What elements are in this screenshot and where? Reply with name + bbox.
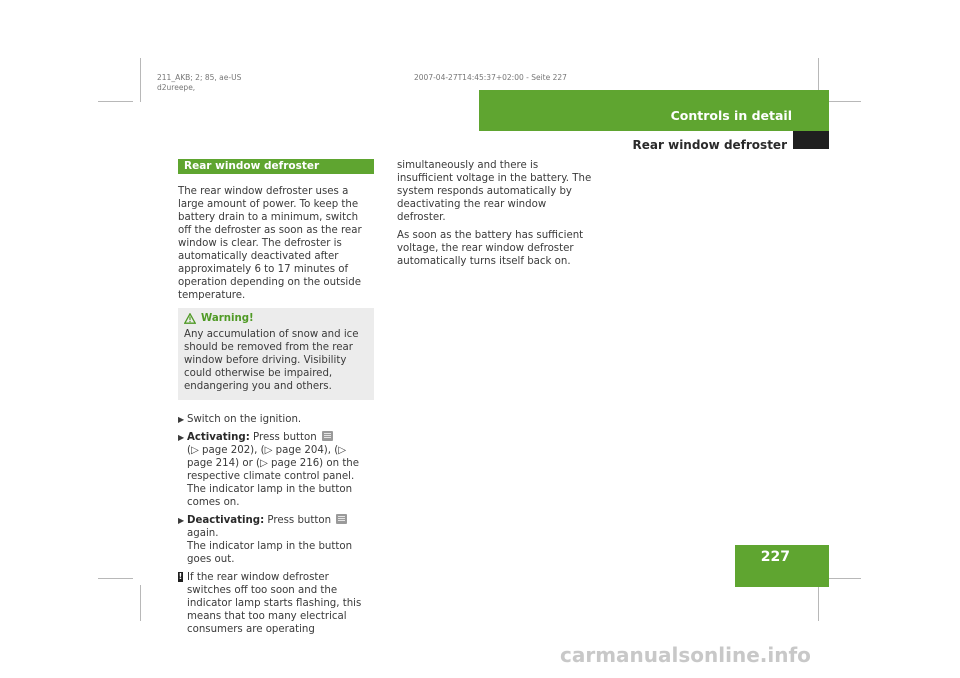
crop-mark [826,101,861,102]
crop-mark [98,101,133,102]
rear-defroster-button-icon [322,431,333,441]
print-meta-timestamp: 2007-04-27T14:45:37+02:00 - Seite 227 [414,73,567,82]
step-text: again. [187,528,219,539]
watermark: carmanualsonline.info [560,643,811,667]
warning-triangle-icon [184,313,196,324]
step-arrow-icon: ▶ [178,433,185,442]
step-activating [178,431,374,509]
step-ignition [178,413,374,426]
step-result: The indicator lamp in the button comes on. [187,484,353,508]
crop-mark [818,585,819,621]
step-deactivating [178,514,374,566]
continuation-paragraph: simultaneously and there is insufficient voltage in the battery. The system responds automatically by deactivating the rear window defroster. [397,160,592,223]
exclamation-icon: ! [178,572,183,581]
step-text: Press button [267,515,332,526]
step-label: Activating: [187,432,250,443]
warning-title: Warning! [201,313,254,324]
print-meta-line2: d2ureepe, [157,83,196,92]
section-title: Controls in detail [670,108,792,123]
crop-mark [826,578,861,579]
warning-box [178,308,374,400]
content-column-left [178,159,374,636]
step-arrow-icon: ▶ [178,516,185,525]
crop-mark [98,578,133,579]
note-text: If the rear window defroster switches off too soon and the indicator lamp starts flashing, this means that too many electrical consumers are operating [187,572,362,635]
step-text: Press button [253,432,317,443]
header-dark-block [793,131,829,149]
print-meta-line1: 211_AKB; 2; 85, ae-US [157,73,242,82]
note [178,571,374,636]
intro-paragraph: The rear window defroster uses a large amount of power. To keep the battery drain to a minimum, switch off the defroster as soon as the rear window is clear. The defroster is automatically deactivated after approximately 6 to 17 minutes of operation depending on the outside temperature. [178,186,362,301]
step-result: The indicator lamp in the button goes out. [187,541,353,565]
page-references: (▷ page 202), (▷ page 204), (▷ page 214) or (▷ page 216) on the respective climate control panel. [187,445,360,482]
content-column-right [397,159,593,273]
crop-mark [140,585,141,621]
step-label: Deactivating: [187,515,265,526]
crop-mark [140,58,141,102]
warning-header [184,312,368,325]
step-text: Switch on the ignition. [187,414,302,425]
section-heading: Rear window defroster [178,159,374,174]
page-number: 227 [760,549,790,565]
subsection-title: Rear window defroster [632,138,787,152]
rear-defroster-button-icon [336,514,347,524]
step-arrow-icon: ▶ [178,415,185,424]
warning-text: Any accumulation of snow and ice should be removed from the rear window before driving. Visibility could otherwise be impaired, endangering you and others. [184,329,359,392]
battery-paragraph: As soon as the battery has sufficient voltage, the rear window defroster automatically turns itself back on. [397,230,584,267]
